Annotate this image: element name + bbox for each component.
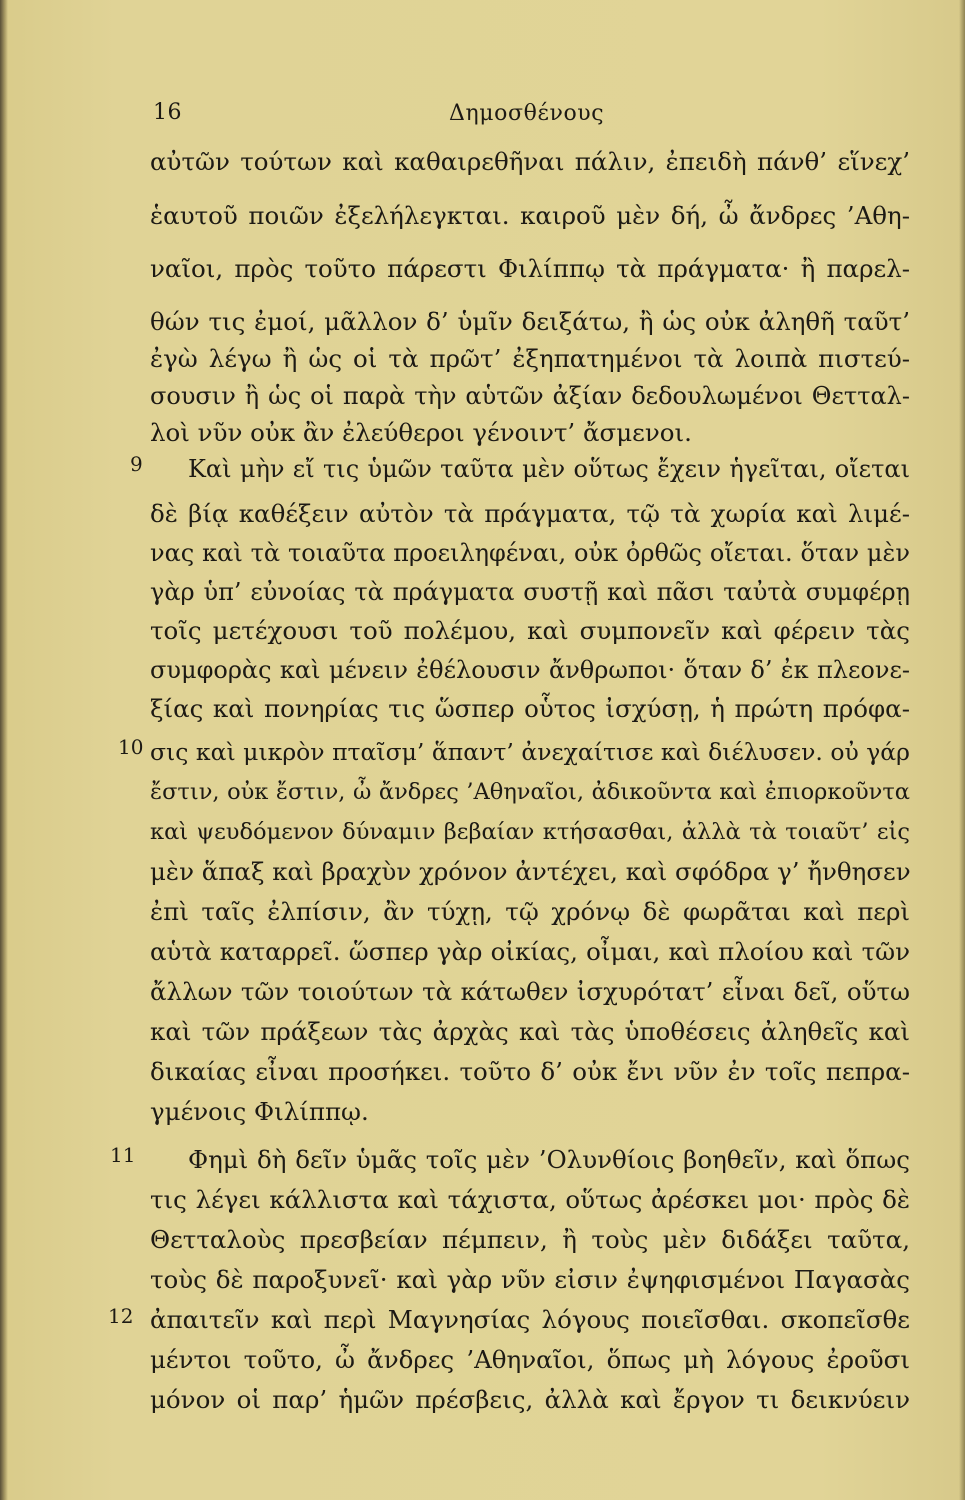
text-line: τις λέγει κάλλιστα καὶ τάχιστα, οὕτως ἀρέσκει μοι· πρὸς δὲ bbox=[150, 1185, 910, 1214]
text-line: αὑτὰ καταρρεῖ. ὥσπερ γὰρ οἰκίας, οἶμαι, καὶ πλοίου καὶ τῶν bbox=[150, 937, 910, 966]
text-line: σις καὶ μικρὸν πταῖσμ’ ἅπαντ’ ἀνεχαίτισε καὶ διέλυσεν. οὐ γάρ bbox=[150, 738, 910, 766]
text-line: ναῖοι, πρὸς τοῦτο πάρεστι Φιλίππῳ τὰ πράγματα· ἢ παρελ- bbox=[150, 254, 910, 283]
text-line: ἄλλων τῶν τοιούτων τὰ κάτωθεν ἰσχυρότατ’ εἶναι δεῖ, οὕτω bbox=[150, 977, 910, 1006]
text-line: ἐγὼ λέγω ἢ ὡς οἱ τὰ πρῶτ’ ἐξηπατημένοι τὰ λοιπὰ πιστεύ- bbox=[150, 344, 910, 373]
section-number-10: 10 bbox=[118, 735, 144, 759]
text-line: μὲν ἅπαξ καὶ βραχὺν χρόνον ἀντέχει, καὶ σφόδρα γ’ ἤνθησεν bbox=[150, 857, 911, 886]
text-line: τοὺς δὲ παροξυνεῖ· καὶ γὰρ νῦν εἰσιν ἐψηφισμένοι Παγασὰς bbox=[150, 1265, 910, 1294]
text-line: δικαίας εἶναι προσήκει. τοῦτο δ’ οὐκ ἔνι νῦν ἐν τοῖς πεπρα- bbox=[150, 1057, 910, 1086]
text-line: λοὶ νῦν οὐκ ἂν ἐλεύθεροι γένοιντ’ ἄσμενοι. bbox=[150, 418, 692, 447]
page-binding-edge bbox=[0, 0, 8, 1500]
text-line: γμένοις Φιλίππῳ. bbox=[150, 1097, 369, 1126]
text-line: θών τις ἐμοί, μᾶλλον δ’ ὑμῖν δειξάτω, ἢ ὡς οὐκ ἀληθῆ ταῦτ’ bbox=[150, 307, 910, 336]
text-line: σουσιν ἢ ὡς οἱ παρὰ τὴν αὑτῶν ἀξίαν δεδουλωμένοι Θετταλ- bbox=[150, 382, 910, 410]
text-line: ἀπαιτεῖν καὶ περὶ Μαγνησίας λόγους ποιεῖσθαι. σκοπεῖσθε bbox=[150, 1305, 910, 1334]
text-line: Θετταλοὺς πρεσβείαν πέμπειν, ἢ τοὺς μὲν διδάξει ταῦτα, bbox=[150, 1225, 910, 1254]
text-line: γὰρ ὑπ’ εὐνοίας τὰ πράγματα συστῇ καὶ πᾶσι ταὐτὰ συμφέρῃ bbox=[150, 578, 910, 606]
text-line: συμφορὰς καὶ μένειν ἐθέλουσιν ἄνθρωποι· ὅταν δ’ ἐκ πλεονε- bbox=[150, 656, 910, 684]
section-number-12: 12 bbox=[108, 1304, 134, 1328]
text-line: μόνον οἱ παρ’ ἡμῶν πρέσβεις, ἀλλὰ καὶ ἔργον τι δεικνύειν bbox=[150, 1385, 910, 1414]
text-line: καὶ ψευδόμενον δύναμιν βεβαίαν κτήσασθαι, ἀλλὰ τὰ τοιαῦτ’ εἰς bbox=[150, 819, 910, 845]
text-line: αὐτῶν τούτων καὶ καθαιρεθῆναι πάλιν, ἐπειδὴ πάνθ’ εἵνεχ’ bbox=[150, 147, 910, 176]
text-line: ἑαυτοῦ ποιῶν ἐξελήλεγκται. καιροῦ μὲν δή, ὦ ἄνδρες ’Αθη- bbox=[150, 201, 910, 230]
paragraph-9-first-line: Καὶ μὴν εἴ τις ὑμῶν ταῦτα μὲν οὕτως ἔχειν ἡγεῖται, οἴεται bbox=[188, 455, 910, 483]
section-number-9: 9 bbox=[130, 452, 143, 476]
page-number: 16 bbox=[153, 100, 182, 125]
running-title: Δημοσθένους bbox=[449, 101, 605, 126]
text-line: καὶ τῶν πράξεων τὰς ἀρχὰς καὶ τὰς ὑποθέσεις ἀληθεῖς καὶ bbox=[150, 1017, 910, 1046]
text-line: ἔστιν, οὐκ ἔστιν, ὦ ἄνδρες ’Αθηναῖοι, ἀδικοῦντα καὶ ἐπιορκοῦντα bbox=[150, 779, 910, 805]
text-line: τοῖς μετέχουσι τοῦ πολέμου, καὶ συμπονεῖν καὶ φέρειν τὰς bbox=[150, 616, 910, 645]
text-line: μέντοι τοῦτο, ὦ ἄνδρες ’Αθηναῖοι, ὅπως μὴ λόγους ἐροῦσι bbox=[150, 1345, 910, 1374]
section-number-11: 11 bbox=[110, 1143, 136, 1167]
text-line: νας καὶ τὰ τοιαῦτα προειληφέναι, οὐκ ὀρθῶς οἴεται. ὅταν μὲν bbox=[150, 539, 910, 567]
text-line: ξίας καὶ πονηρίας τις ὥσπερ οὗτος ἰσχύσῃ, ἡ πρώτη πρόφα- bbox=[150, 694, 910, 723]
page-right-edge bbox=[959, 0, 965, 1500]
text-line: δὲ βίᾳ καθέξειν αὐτὸν τὰ πράγματα, τῷ τὰ χωρία καὶ λιμέ- bbox=[150, 499, 910, 528]
text-line: ἐπὶ ταῖς ἐλπίσιν, ἂν τύχῃ, τῷ χρόνῳ δὲ φωρᾶται καὶ περὶ bbox=[150, 897, 910, 926]
paragraph-11-first-line: Φημὶ δὴ δεῖν ὑμᾶς τοῖς μὲν ’Ολυνθίοις βοηθεῖν, καὶ ὅπως bbox=[188, 1145, 910, 1174]
